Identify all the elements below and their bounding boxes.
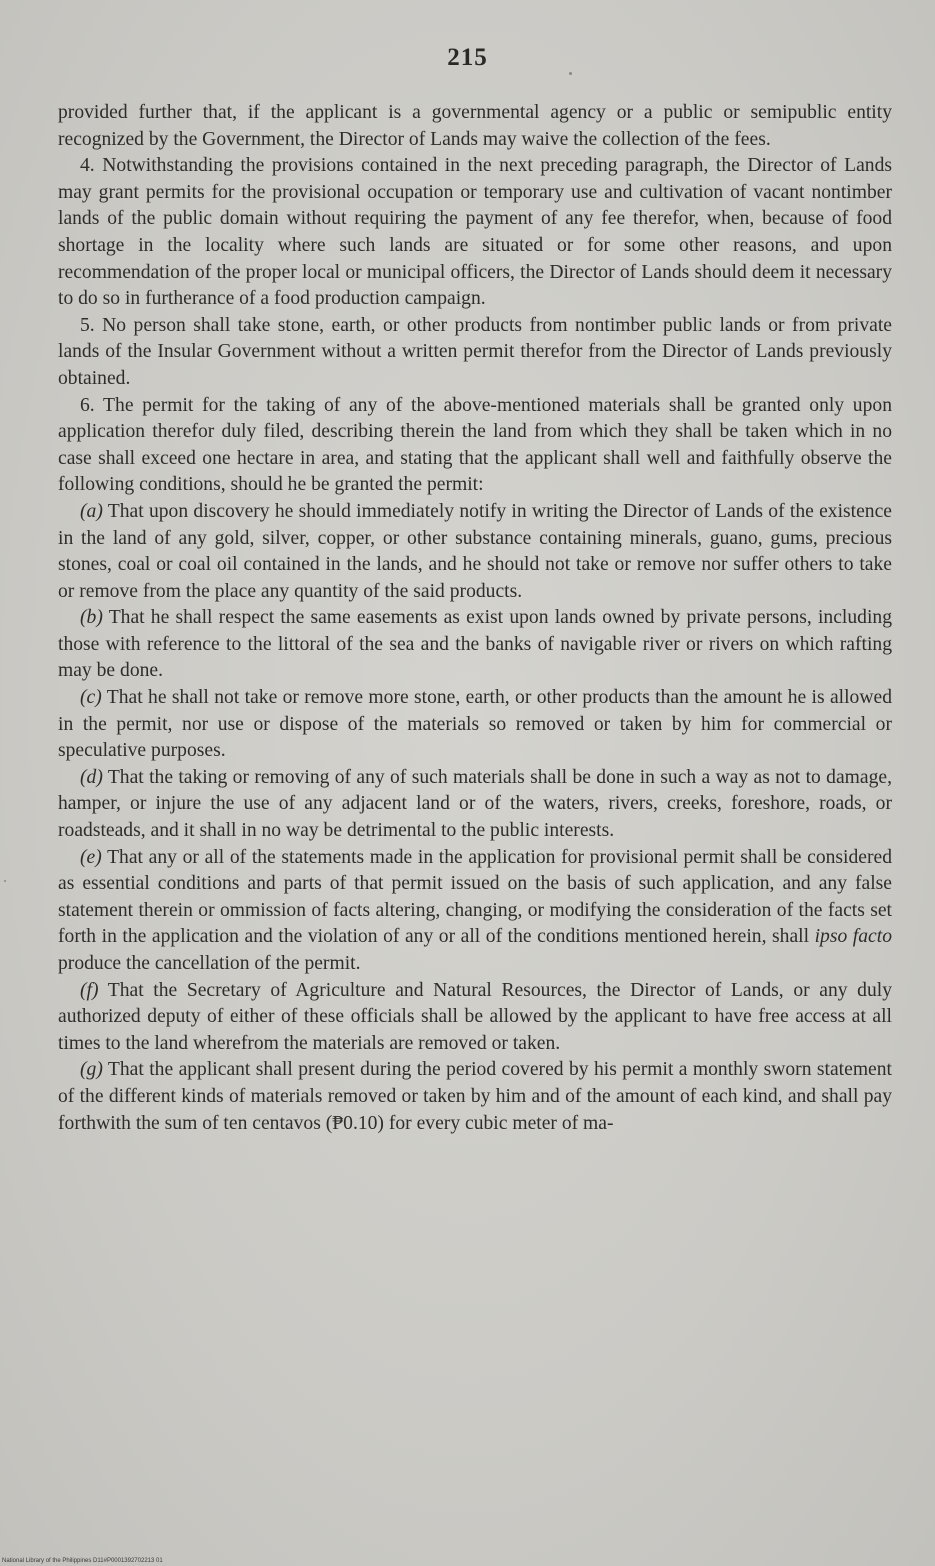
paragraph-6: 6. The permit for the taking of any of the above-mentioned materials shall be granted only upon application therefor duly filed, describing therein the land from which they shall be taken which in no case shall exceed one hectare in area, and stating that the applicant shall well and faithfully observe the following conditions, should he be granted the permit: (58, 394, 892, 496)
condition-g-label: (g) (80, 1059, 103, 1081)
condition-b-label: (b) (80, 607, 103, 629)
scan-speck (569, 72, 572, 75)
condition-a-label: (a) (80, 500, 103, 522)
condition-g (58, 1057, 892, 1137)
condition-c (58, 685, 892, 765)
scan-speck (4, 880, 6, 882)
condition-c-text: That he shall not take or remove more stone, earth, or other products than the amount he is allowed in the permit, nor use or dispose of the materials so removed or taken by him for commercial or speculative purposes. (58, 687, 892, 762)
paragraph-5: 5. No person shall take stone, earth, or other products from nontimber public lands or from private lands of the Insular Government without a written permit therefor from the Director of Lands previously obtained. (58, 314, 892, 389)
condition-f-label: (f) (80, 979, 99, 1001)
condition-e (58, 845, 892, 978)
condition-b-text: That he shall respect the same easements as exist upon lands owned by private persons, including those with reference to the littoral of the sea and the banks of navigable river or rivers on which rafting may be done. (58, 607, 892, 682)
paragraph-continuation: provided further that, if the applicant is a governmental agency or a public or semipublic entity recognized by the Government, the Director of Lands may waive the collection of the fees. (58, 102, 892, 150)
condition-d-label: (d) (80, 766, 103, 788)
condition-a-text: That upon discovery he should immediately notify in writing the Director of Lands of the existence in the land of any gold, silver, copper, or other substance containing minerals, guano, gums, precious stones, coal or coal oil contained in the lands, and he should not take or remove nor suffer others to take or remove from the place any quantity of the said products. (58, 500, 892, 602)
condition-g-text: That the applicant shall present during the period covered by his permit a monthly sworn statement of the different kinds of materials removed or taken by him and of the amount of each kind, and shall pay forthwith the sum of ten centavos (₱0.10) for every cubic meter of ma- (58, 1059, 892, 1134)
condition-e-italic-phrase: ipso facto (814, 926, 892, 948)
paragraph-4: 4. Notwithstanding the provisions contained in the next preceding paragraph, the Director of Lands may grant permits for the provisional occupation or temporary use and cultivation of vacant nontimber lands of the public domain without requiring the payment of any fee therefor, when, because of food shortage in the locality where such lands are situated or for some other reasons, and upon recommendation of the proper local or municipal officers, the Director of Lands should deem it necessary to do so in furtherance of a food production campaign. (58, 155, 892, 310)
condition-e-text: That any or all of the statements made in the application for provisional permit shall be considered as essential conditions and parts of that permit issued on the basis of such application, and any false statement therein or ommission of facts altering, changing, or modifying the consideration of the facts set forth in the application and the violation of any or all of the conditions mentioned herein, shall (58, 846, 892, 948)
condition-e-label: (e) (80, 846, 102, 868)
body-text (58, 100, 892, 1137)
condition-d-text: That the taking or removing of any of such materials shall be done in such a way as not to damage, hamper, or injure the use of any adjacent land or of the waters, rivers, creeks, foreshore, roads, or roadsteads, and it shall in no way be detrimental to the public interests. (58, 766, 892, 842)
archive-footer: National Library of the Philippines D11#P0001392702213 01 (2, 1558, 163, 1564)
condition-b (58, 605, 892, 685)
condition-e-text-after: produce the cancellation of the permit. (58, 953, 361, 974)
condition-a (58, 499, 892, 605)
condition-f-text: That the Secretary of Agriculture and Natural Resources, the Director of Lands, or any duly authorized deputy of either of these officials shall be allowed by the applicant to have free access at all times to the land wherefrom the materials are removed or taken. (58, 979, 892, 1054)
condition-d (58, 765, 892, 845)
condition-f (58, 978, 892, 1058)
page-number: 215 (447, 44, 488, 71)
condition-c-label: (c) (80, 687, 102, 709)
